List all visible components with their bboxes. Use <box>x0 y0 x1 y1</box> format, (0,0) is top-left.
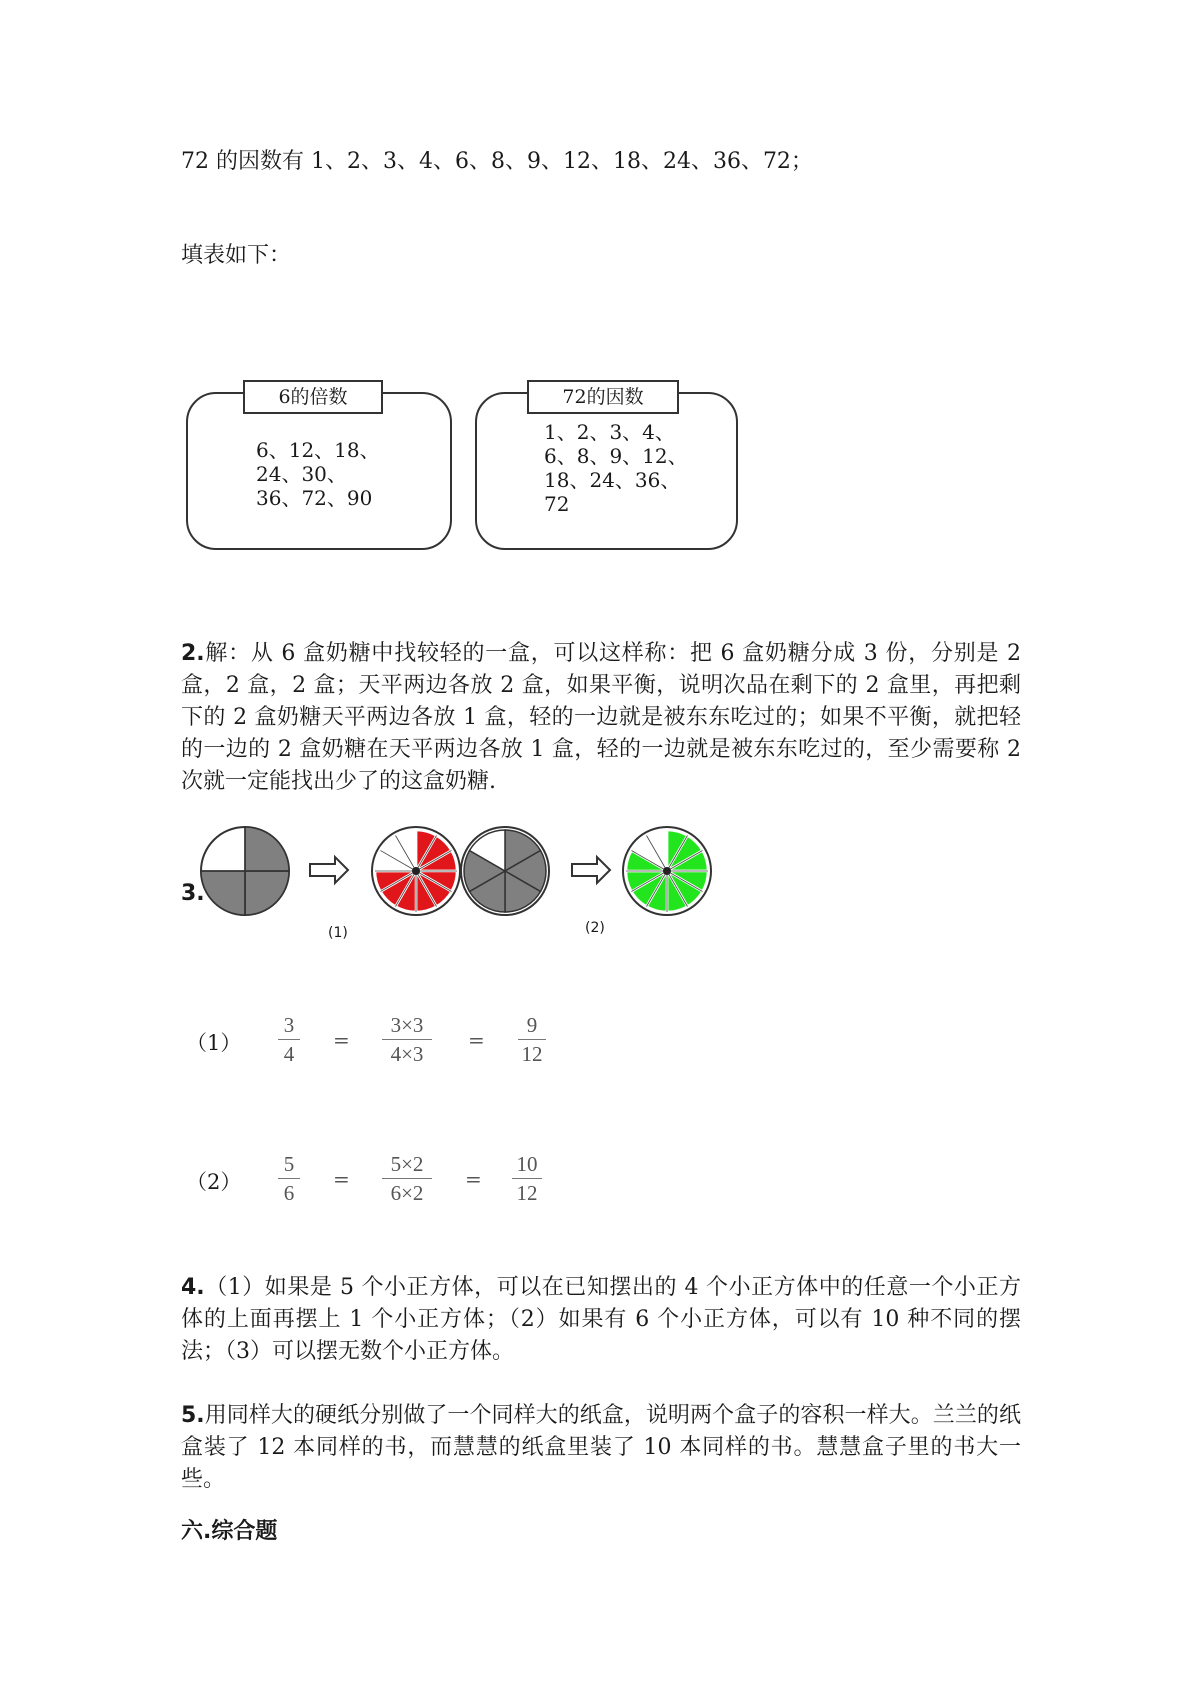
eq1-fraction-1: 3 4 <box>278 1012 300 1067</box>
factors-box-content: 1、2、3、4、 6、8、9、12、 18、24、36、 72 <box>544 420 688 516</box>
fill-table-label: 填表如下： <box>181 243 292 268</box>
circle-sixths-icon <box>461 827 549 915</box>
q4-number: 4. <box>181 1275 205 1300</box>
multiples-box-content: 6、12、18、 24、30、 36、72、90 <box>256 438 380 510</box>
fraction-circles <box>200 825 720 955</box>
factors-line: 72 的因数有 1、2、3、4、6、8、9、12、18、24、36、72； <box>181 149 813 174</box>
q4-paragraph <box>181 1272 1021 1368</box>
eq2-fraction-2: 5×2 6×2 <box>382 1151 432 1206</box>
eq2-label: （2） <box>186 1170 242 1194</box>
eq2-fraction-1: 5 6 <box>278 1151 300 1206</box>
eq2-equals-1: = <box>333 1167 350 1191</box>
circle-twelfths-green-icon <box>623 827 711 915</box>
eq2-fraction-3: 10 12 <box>512 1151 542 1206</box>
q5-text: 用同样大的硬纸分别做了一个同样大的纸盒，说明两个盒子的容积一样大。兰兰的纸盒装了 12 本同样的书，而慧慧的纸盒里装了 10 本同样的书。慧慧盒子里的书大一些。 <box>181 1403 1021 1492</box>
caption-2: (2) <box>585 920 605 936</box>
q2-number: 2. <box>181 641 205 666</box>
q2-text: 解：从 6 盒奶糖中找较轻的一盒，可以这样称：把 6 盒奶糖分成 3 份，分别是 2 盒，2 盒，2 盒；天平两边各放 2 盒，如果平衡，说明次品在剩下的 2 盒里，再把剩下的 2 盒奶糖天平两边各放 1 盒，轻的一边就是被东东吃过的；如果不平衡，就把轻的一边的 2 盒奶糖在天平两边各放 1 盒，轻的一边就是被东东吃过的，至少需要称 2 次就一定能找出少了的这盒奶糖. <box>181 641 1021 794</box>
q2-paragraph <box>181 638 1021 798</box>
circle-quarters-icon <box>201 827 289 915</box>
q5-number: 5. <box>181 1403 205 1428</box>
q4-text: （1）如果是 5 个小正方体，可以在已知摆出的 4 个小正方体中的任意一个小正方体的上面再摆上 1 个小正方体；（2）如果有 6 个小正方体，可以有 10 种不同的摆法；（3）可以摆无数个小正方体。 <box>181 1275 1021 1364</box>
arrow-right-icon <box>572 857 610 883</box>
arrow-right-icon <box>310 857 348 883</box>
eq1-label: （1） <box>186 1031 242 1055</box>
eq1-fraction-2: 3×3 4×3 <box>382 1012 432 1067</box>
factors-box-title: 72的因数 <box>527 380 679 414</box>
q5-paragraph <box>181 1400 1021 1496</box>
eq1-equals-1: = <box>333 1028 350 1052</box>
section-six-heading: 六.综合题 <box>181 1519 278 1544</box>
q3-number: 3. <box>181 881 205 906</box>
multiples-box-title: 6的倍数 <box>243 380 383 414</box>
eq1-fraction-3: 9 12 <box>518 1012 546 1067</box>
eq2-equals-2: = <box>465 1167 482 1191</box>
eq1-equals-2: = <box>468 1028 485 1052</box>
caption-1: (1) <box>328 925 348 941</box>
circle-twelfths-red-icon <box>372 827 460 915</box>
